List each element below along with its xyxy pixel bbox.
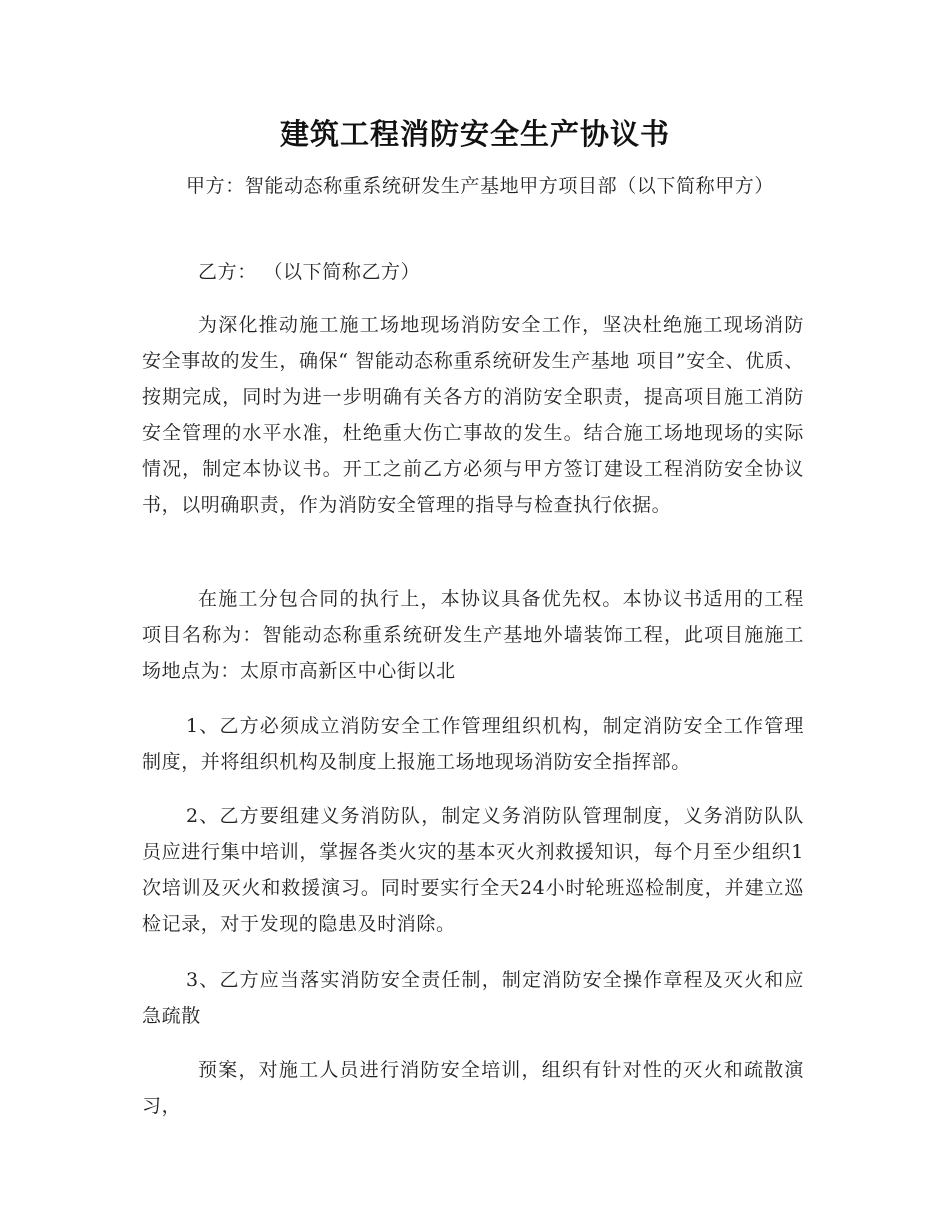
party-b-line: 乙方： （以下简称乙方） <box>198 261 421 283</box>
document-title: 建筑工程消防安全生产协议书 <box>279 117 670 151</box>
paragraph-scope: 在施工分包合同的执行上，本协议具备优先权。本协议书适用的工程项目名称为：智能动态称重系统研发生产基地外墙装饰工程，此项目施施工场地点为：太原市高新区中心街以北 <box>142 588 804 682</box>
party-a-line: 甲方：智能动态称重系统研发生产基地甲方项目部（以下简称甲方） <box>186 175 775 197</box>
clause-1: 1、乙方必须成立消防安全工作管理组织机构，制定消防安全工作管理制度，并将组织机构及制度上报施工场地现场消防安全指挥部。 <box>142 715 804 773</box>
clause-3: 3、乙方应当落实消防安全责任制，制定消防安全操作章程及灭火和应急疏散 <box>142 969 804 1027</box>
clause-3-continued: 预案，对施工人员进行消防安全培训，组织有针对性的灭火和疏散演习， <box>142 1059 804 1117</box>
clause-2: 2、乙方要组建义务消防队，制定义务消防队管理制度，义务消防队队员应进行集中培训，掌握各类火灾的基本灭火剂救援知识，每个月至少组织1次培训及灭火和救援演习。同时要实行全天24小时轮班巡检制度，并建立巡检记录，对于发现的隐患及时消除。 <box>142 805 804 935</box>
paragraph-purpose: 为深化推动施工施工场地现场消防安全工作，坚决杜绝施工现场消防安全事故的发生，确保“ 智能动态称重系统研发生产基地 项目”安全、优质、按期完成，同时为进一步明确有关各方的消防安全职责，提高项目施工消防安全管理的水平水准，杜绝重大伤亡事故的发生。结合施工场地现场的实际情况，制定本协议书。开工之前乙方必须与甲方签订建设工程消防安全协议书，以明确职责，作为消防安全管理的指导与检查执行依据。 <box>142 314 804 516</box>
